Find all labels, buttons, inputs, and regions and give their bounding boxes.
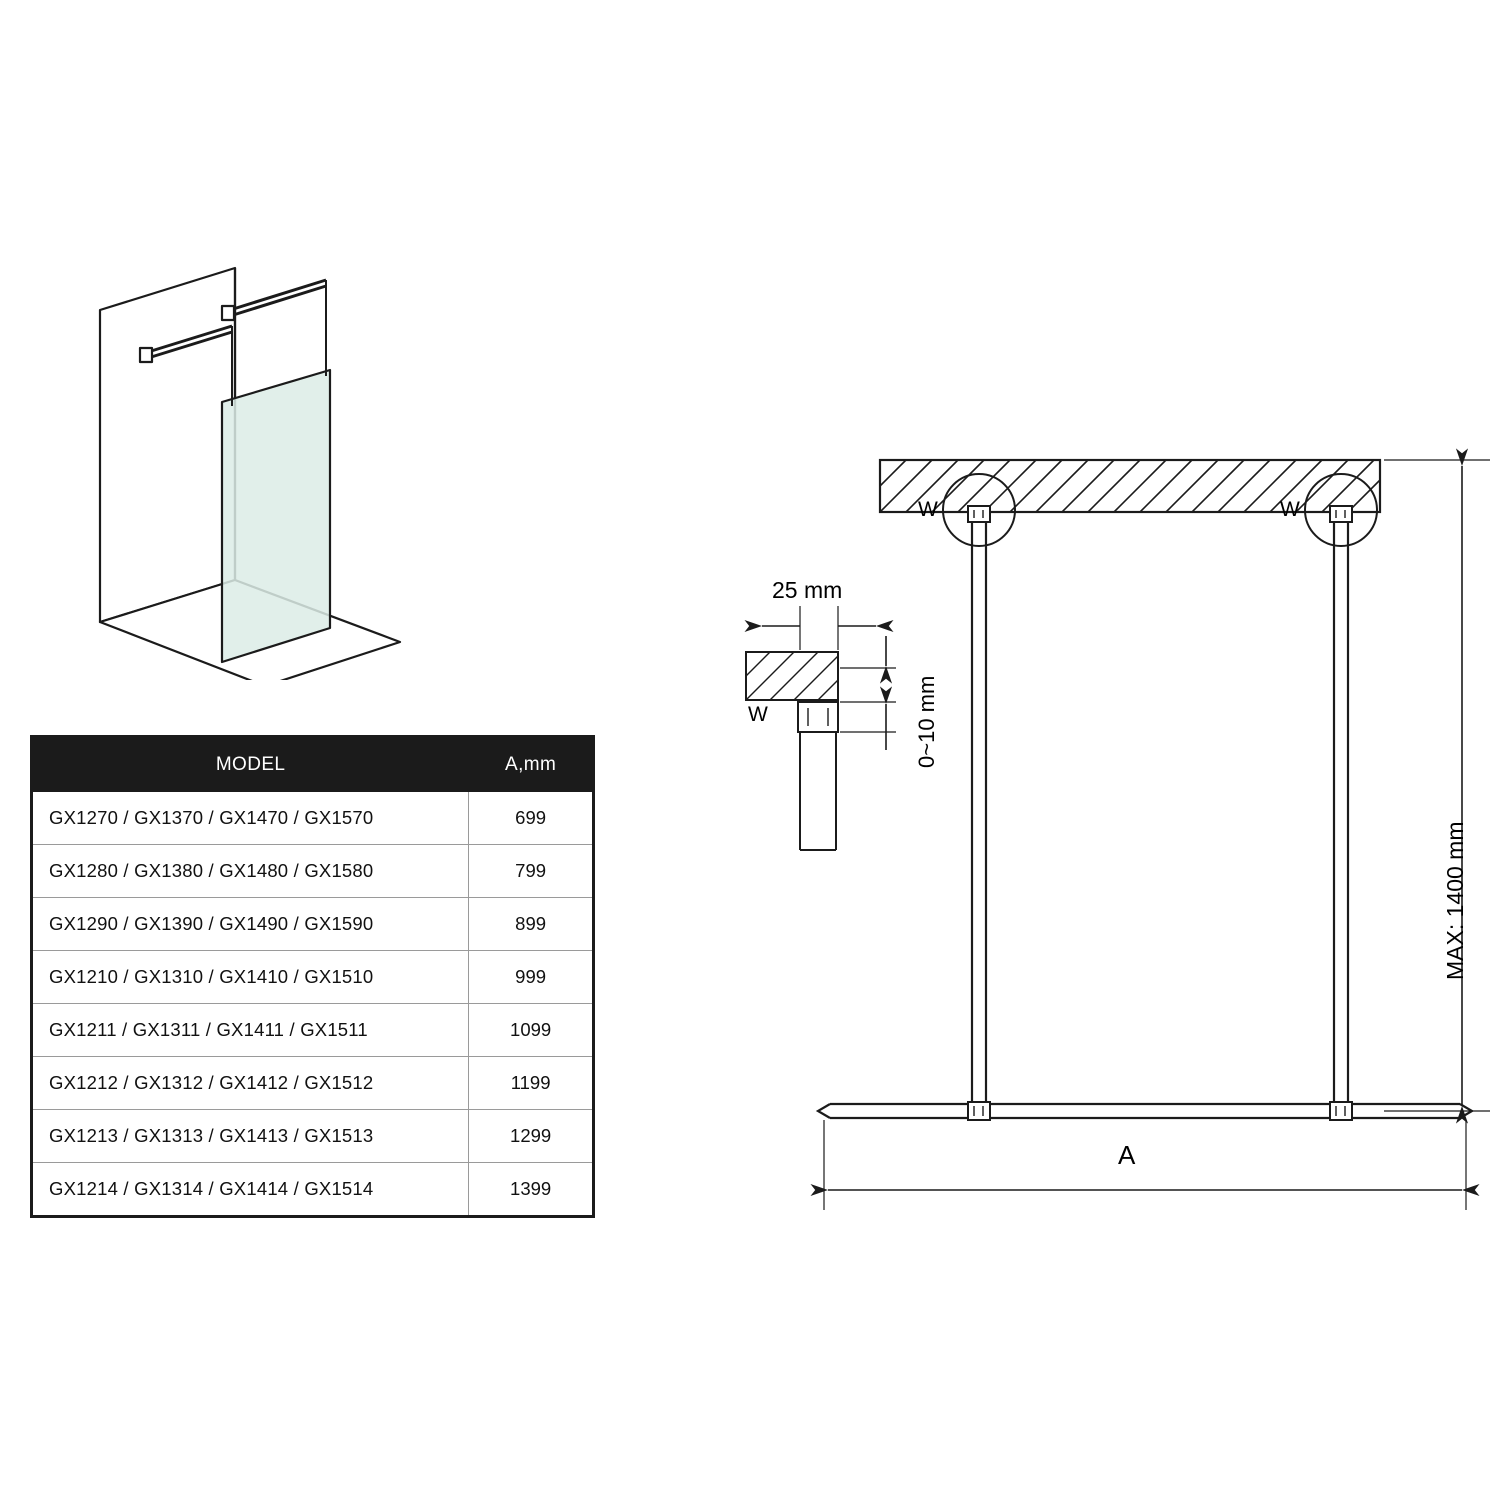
cell-a: 699 bbox=[469, 792, 592, 845]
table-header-a: A,mm bbox=[469, 738, 592, 792]
cell-a: 799 bbox=[469, 845, 592, 898]
table-row bbox=[33, 1163, 592, 1216]
cell-model: GX1210 / GX1310 / GX1410 / GX1510 bbox=[33, 951, 469, 1004]
cell-model: GX1214 / GX1314 / GX1414 / GX1514 bbox=[33, 1163, 469, 1216]
cell-a: 1099 bbox=[469, 1004, 592, 1057]
model-dimension-table bbox=[30, 735, 595, 1218]
cell-model: GX1270 / GX1370 / GX1470 / GX1570 bbox=[49, 807, 374, 828]
cell-a: 1199 bbox=[469, 1057, 592, 1110]
table-row bbox=[33, 845, 592, 898]
cell-model: GX1212 / GX1312 / GX1412 / GX1512 bbox=[33, 1057, 469, 1110]
table-row bbox=[33, 792, 592, 845]
cell-model: GX1290 / GX1390 / GX1490 / GX1590 bbox=[33, 898, 469, 951]
table-row bbox=[33, 1057, 592, 1110]
cell-a: 999 bbox=[469, 951, 592, 1004]
cell-a: 899 bbox=[469, 898, 592, 951]
cell-model: GX1280 / GX1380 / GX1480 / GX1580 bbox=[33, 845, 469, 898]
cell-a: 1399 bbox=[469, 1163, 592, 1216]
bracket-label-detail: W bbox=[748, 703, 768, 726]
table-row bbox=[33, 1110, 592, 1163]
bracket-label-right: W bbox=[1280, 498, 1300, 521]
table-header-model: MODEL bbox=[33, 738, 469, 792]
isometric-product-view bbox=[80, 250, 510, 680]
cell-a: 1299 bbox=[469, 1110, 592, 1163]
technical-svg bbox=[700, 420, 1490, 1250]
isometric-svg bbox=[80, 250, 510, 680]
gap-label: 0~10 mm bbox=[914, 675, 939, 768]
wall-thickness-label: 25 mm bbox=[772, 577, 843, 603]
cell-model: GX1211 / GX1311 / GX1411 / GX1511 bbox=[33, 1004, 469, 1057]
table-row bbox=[33, 898, 592, 951]
bracket-label-left: W bbox=[918, 498, 938, 521]
table-row bbox=[33, 1004, 592, 1057]
dimension-a-label: A bbox=[1118, 1140, 1136, 1170]
table-row bbox=[33, 951, 592, 1004]
max-height-label: MAX: 1400 mm bbox=[1442, 821, 1468, 980]
table-header-row bbox=[33, 738, 592, 792]
technical-elevation-view bbox=[700, 420, 1490, 1250]
cell-model: GX1213 / GX1313 / GX1413 / GX1513 bbox=[33, 1110, 469, 1163]
